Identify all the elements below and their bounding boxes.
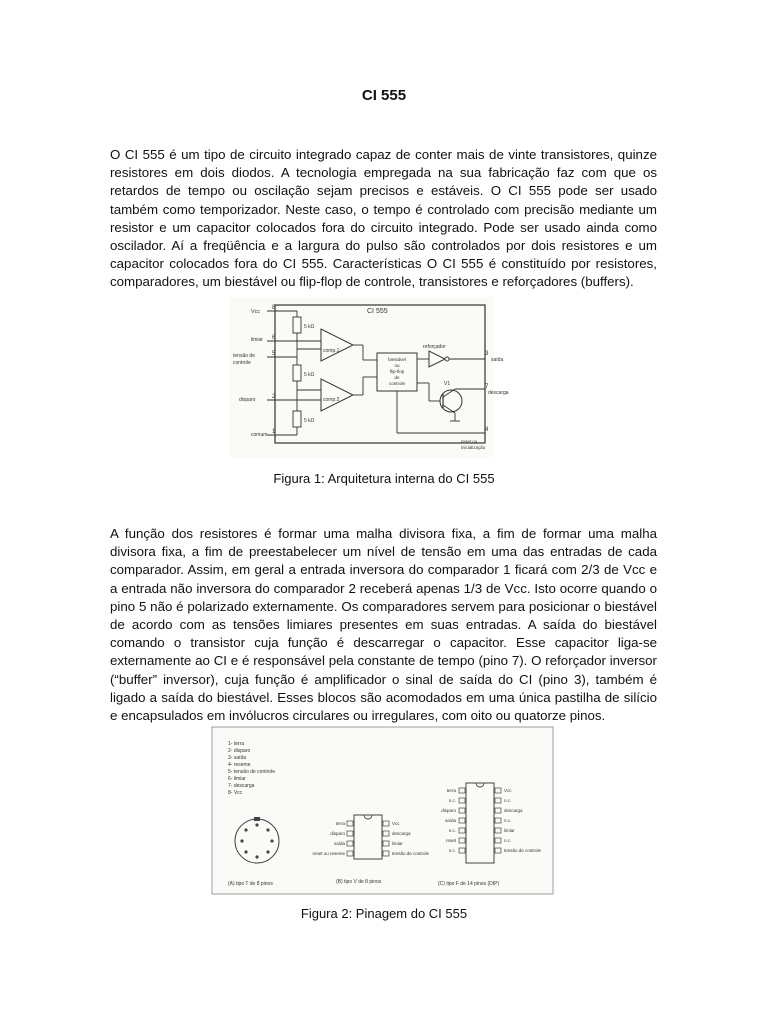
dip8-left-pin: saída [333,841,345,846]
figure-1-caption: Figura 1: Arquitetura interna do CI 555 [273,471,495,486]
pin-number-8: 8 [272,305,276,311]
subcaption-c: (C) tipo F de 14 pinos (DIP) [438,881,500,887]
legend-item: 5- tensão de controle [228,769,275,775]
dip8-right-pin: tensão de controle [392,851,430,856]
dip14-left-pin: reset [445,838,456,843]
dip14-left-pin: saída [444,818,456,823]
pin-label-saida: saída [491,357,504,363]
legend-item: 8- Vcc [228,790,243,796]
dip8-left-pin: terra [335,821,345,826]
subcaption-b: (B) tipo V de 8 pinos [336,879,382,885]
pin-number-4: 4 [485,427,489,433]
dip14-right-pin: limiar [504,828,515,833]
dip14-right-pin: Vcc [504,788,512,793]
pin-label-reset-2: inicialização [461,445,486,450]
figure-ci555-architecture [229,297,509,457]
dip14-left-pin: n.c. [448,798,456,803]
pin-label-limiar: limiar [251,337,263,343]
pin-label-comum: comum [251,432,268,438]
dip8-right-pin: descarga [392,831,411,836]
comparator-2-label: comp.2 [323,397,340,403]
flip-flop-text-3: flip-flop [389,369,405,374]
legend-item: 6- limiar [228,776,246,782]
legend-item: 1- terra [228,741,245,747]
flip-flop-text-4: de [394,375,400,380]
comparator-1-label: comp.1 [323,348,340,354]
pin-number-5: 5 [272,351,276,357]
pin-number-7: 7 [485,384,489,390]
resistor-middle [293,365,301,381]
dip14-left-pin: disparo [441,808,456,813]
legend-item: 7- descarga [228,783,255,789]
pin-number-6: 6 [272,335,276,341]
dip14-right-pin: n.c. [504,798,512,803]
dip14-right-pin: n.c. [504,838,512,843]
pin-label-disparo: disparo [239,397,256,403]
pin-label-descarga: descarga [488,390,509,396]
pin-label-reset-1: reset ou [461,439,478,444]
dip14-right-pin: descarga [504,808,523,813]
page-title: CI 555 [361,87,407,104]
figure-2-caption: Figura 2: Pinagem do CI 555 [300,906,468,921]
flip-flop-text-1: biestável [388,357,406,362]
legend-item: 3- saída [228,755,247,761]
resistor-label-top: 5 kΩ [304,324,315,330]
flip-flop-text-2: ou [394,363,400,368]
buffer-label: reforçador [423,344,446,350]
flip-flop-text-5: controle [388,381,406,386]
resistor-top [293,317,301,333]
pin-number-1: 1 [272,429,276,435]
pin-number-2: 2 [272,394,276,400]
dip8-right-pin: Vcc [392,821,400,826]
subcaption-a: (A) tipo T de 8 pinos [228,881,273,887]
dip14-left-pin: terra [446,788,456,793]
chip-label: CI 555 [367,308,388,315]
pin-label-tensao-2: controle [233,360,251,366]
resistor-label-bottom: 5 kΩ [304,418,315,424]
dip14-right-pin: tensão de controle [504,848,542,853]
pin-number-3: 3 [485,351,489,357]
resistor-label-middle: 5 kΩ [304,372,315,378]
transistor-label: V1 [444,381,451,387]
legend-item: 4- reseme [228,762,251,768]
figure-ci555-pinout [212,727,553,894]
dip8-left-pin: disparo [330,831,345,836]
pin-label-tensao-1: tensão de [233,353,255,359]
dip14-left-pin: n.c. [448,848,456,853]
dip14-right-pin: n.c. [504,818,512,823]
resistor-bottom [293,411,301,427]
paragraph-intro: O CI 555 é um tipo de circuito integrado capaz de conter mais de vinte transistores, quinze resistores em dois diodos. A tecnologia empregada na sua fabricação faz com que os retardos de tempo ou oscilação sejam precisos e estáveis. O CI 555 pode ser usado também como temporizador. Neste caso, o tempo é controlado com precisão mediante um resistor e um capacitor colocados fora do circuito integrado. Pode ser usado ainda como oscilador. Aí a freqüência e a largura do pulso são controlados por dois resistores e um capacitor colocados fora do CI 555. Características O CI 555 é constituído por resistores, comparadores, um biestável ou flip-flop de controle, transistores e reforçadores (buffers). [110,147,657,290]
legend-item: 2- disparo [228,748,251,754]
paragraph-resistors: A função dos resistores é formar uma malha divisora fixa, a fim de formar uma malha divisora fixa, a fim de preestabelecer um nível de tensão em uma das entradas de cada comparador. Assim, em geral a entrada inversora do comparador 1 ficará com 2/3 de Vcc e a entrada não inversora do comparador 2 receberá apenas 1/3 de Vcc. Isto ocorre quando o pino 5 não é polarizado externamente. Os comparadores servem para posicionar o biestável de acordo com as tensões limiares presentes em suas entradas. A saída do biestável comando o transistor cuja função é descarregar o capacitor. Esse capacitor liga-se externamente ao CI e é responsável pela constante de tempo (pino 7). O reforçador inversor (“buffer” inversor), cuja função é amplificador o sinal de saída do CI (pino 3), também é ligado a saída do biestável. Esses blocos são acomodados em uma única pastilha de silício e encapsulados em invólucros circulares ou irregulares, com oito ou quatorze pinos. [110,526,657,724]
pin-label-vcc: Vcc [251,309,261,315]
dip8-right-pin: limiar [392,841,403,846]
dip8-left-pin: reset ou reseme [312,851,345,856]
dip14-left-pin: n.c. [448,828,456,833]
